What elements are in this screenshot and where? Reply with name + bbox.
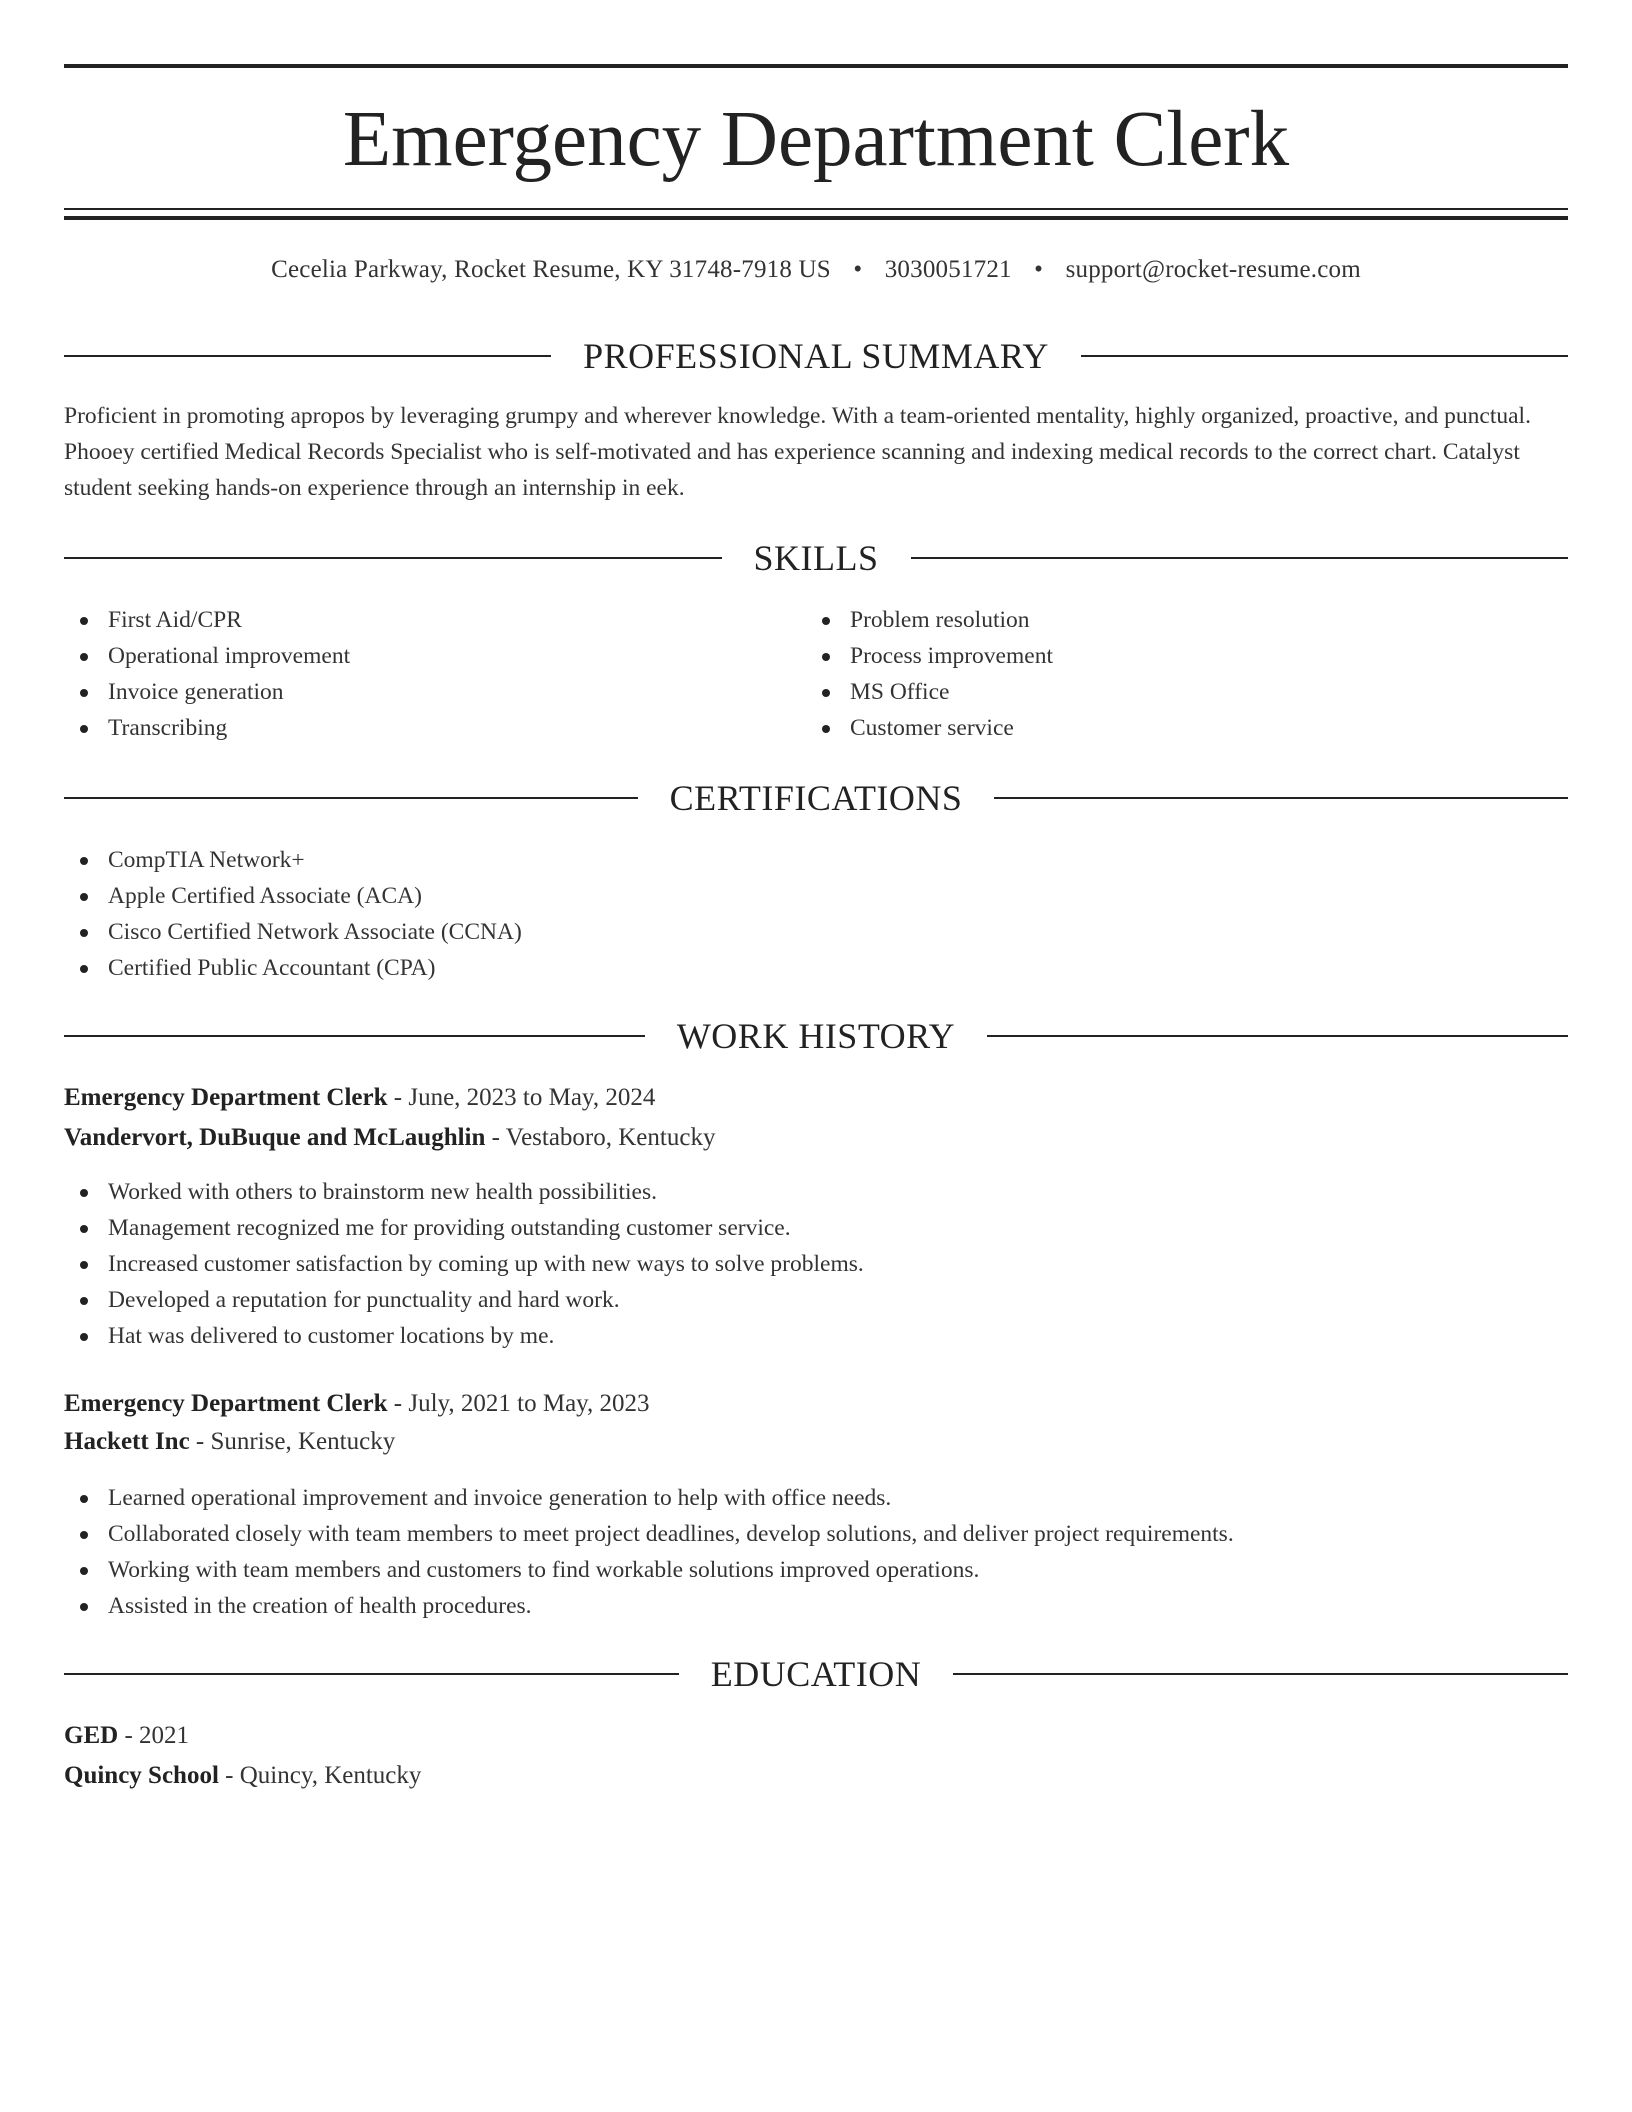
section-heading-work: [64, 1014, 1568, 1058]
skills-list-left: [64, 602, 764, 746]
skill-item: Problem resolution: [806, 602, 1506, 638]
certification-item: CompTIA Network+: [64, 842, 1568, 878]
heading-rule: [64, 797, 638, 799]
education-location: - Quincy, Kentucky: [218, 1762, 422, 1789]
skill-item: Transcribing: [64, 710, 764, 746]
certification-item: Certified Public Accountant (CPA): [64, 950, 1568, 986]
job-title: Emergency Department Clerk: [64, 1084, 388, 1111]
candidate-name: Emergency Department Clerk: [342, 96, 1290, 183]
contact-separator: •: [853, 256, 863, 283]
job-dates: - June, 2023 to May, 2024: [387, 1084, 656, 1111]
section-heading-skills: [64, 536, 1568, 580]
contact-phone: 3030051721: [884, 256, 1012, 283]
job-company: Hackett Inc: [64, 1428, 190, 1455]
section-title: EDUCATION: [710, 1654, 922, 1694]
section-title: WORK HISTORY: [676, 1016, 956, 1056]
job-company-line: [64, 1120, 1568, 1156]
job-duty-item: Collaborated closely with team members to meet project deadlines, develop solutions, and deliver project requirements.: [64, 1516, 1568, 1552]
top-rule: [64, 64, 1568, 68]
job-title-line: [64, 1386, 1568, 1422]
section-heading-certifications: [64, 776, 1568, 820]
summary-text: Proficient in promoting apropos by leveraging grumpy and wherever knowledge. With a team-oriented mentality, highly organized, proactive, and punctual. Phooey certified Medical Records Specialist who is self-motivated and has experience scanning and indexing medical records to the correct chart. Catalyst student seeking hands-on experience through an internship in eek.: [64, 403, 1531, 501]
skill-item: Process improvement: [806, 638, 1506, 674]
education-school-line: [64, 1758, 1568, 1794]
job-title: Emergency Department Clerk: [64, 1390, 388, 1417]
job-duty-item: Working with team members and customers to find workable solutions improved operations.: [64, 1552, 1568, 1588]
job-duty-item: Management recognized me for providing outstanding customer service.: [64, 1210, 1568, 1246]
heading-rule: [987, 1035, 1568, 1037]
skill-item: MS Office: [806, 674, 1506, 710]
education-year: - 2021: [118, 1722, 190, 1749]
job-duties-list: [64, 1174, 1568, 1354]
job-location: - Sunrise, Kentucky: [189, 1428, 396, 1455]
job-duty-item: Increased customer satisfaction by coming up with new ways to solve problems.: [64, 1246, 1568, 1282]
job-title-line: [64, 1080, 1568, 1116]
job-duty-item: Learned operational improvement and invoice generation to help with office needs.: [64, 1480, 1568, 1516]
name-rule-thin: [64, 208, 1568, 210]
job-dates: - July, 2021 to May, 2023: [387, 1390, 650, 1417]
contact-separator: •: [1034, 256, 1044, 283]
section-title: SKILLS: [753, 538, 879, 578]
heading-rule: [64, 557, 722, 559]
heading-rule: [64, 1035, 645, 1037]
heading-rule: [953, 1673, 1568, 1675]
job-company: Vandervort, DuBuque and McLaughlin: [64, 1124, 486, 1151]
job-duty-item: Worked with others to brainstorm new health possibilities.: [64, 1174, 1568, 1210]
education-school: Quincy School: [64, 1762, 219, 1789]
name-rule-thick: [64, 216, 1568, 220]
certification-item: Cisco Certified Network Associate (CCNA): [64, 914, 1568, 950]
job-company-line: [64, 1424, 1568, 1460]
section-heading-education: [64, 1652, 1568, 1696]
skill-item: Operational improvement: [64, 638, 764, 674]
contact-line: [64, 252, 1568, 288]
skill-item: First Aid/CPR: [64, 602, 764, 638]
skills-list-right: [806, 602, 1506, 746]
job-duty-item: Assisted in the creation of health procedures.: [64, 1588, 1568, 1624]
job-location: - Vestaboro, Kentucky: [485, 1124, 716, 1151]
section-title: PROFESSIONAL SUMMARY: [583, 336, 1049, 376]
contact-address: Cecelia Parkway, Rocket Resume, KY 31748-7918 US: [271, 256, 831, 283]
job-duty-item: Hat was delivered to customer locations by me.: [64, 1318, 1568, 1354]
skill-item: Invoice generation: [64, 674, 764, 710]
heading-rule: [64, 1673, 679, 1675]
contact-email: support@rocket-resume.com: [1065, 256, 1361, 283]
job-duties-list: [64, 1480, 1568, 1624]
certifications-list: [64, 842, 1568, 986]
section-heading-summary: [64, 334, 1568, 378]
skill-item: Customer service: [806, 710, 1506, 746]
certification-item: Apple Certified Associate (ACA): [64, 878, 1568, 914]
heading-rule: [1081, 355, 1568, 357]
heading-rule: [64, 355, 551, 357]
job-duty-item: Developed a reputation for punctuality and hard work.: [64, 1282, 1568, 1318]
education-degree: GED: [64, 1722, 119, 1749]
section-title: CERTIFICATIONS: [669, 778, 963, 818]
heading-rule: [911, 557, 1569, 559]
heading-rule: [994, 797, 1568, 799]
education-degree-line: [64, 1718, 1568, 1754]
